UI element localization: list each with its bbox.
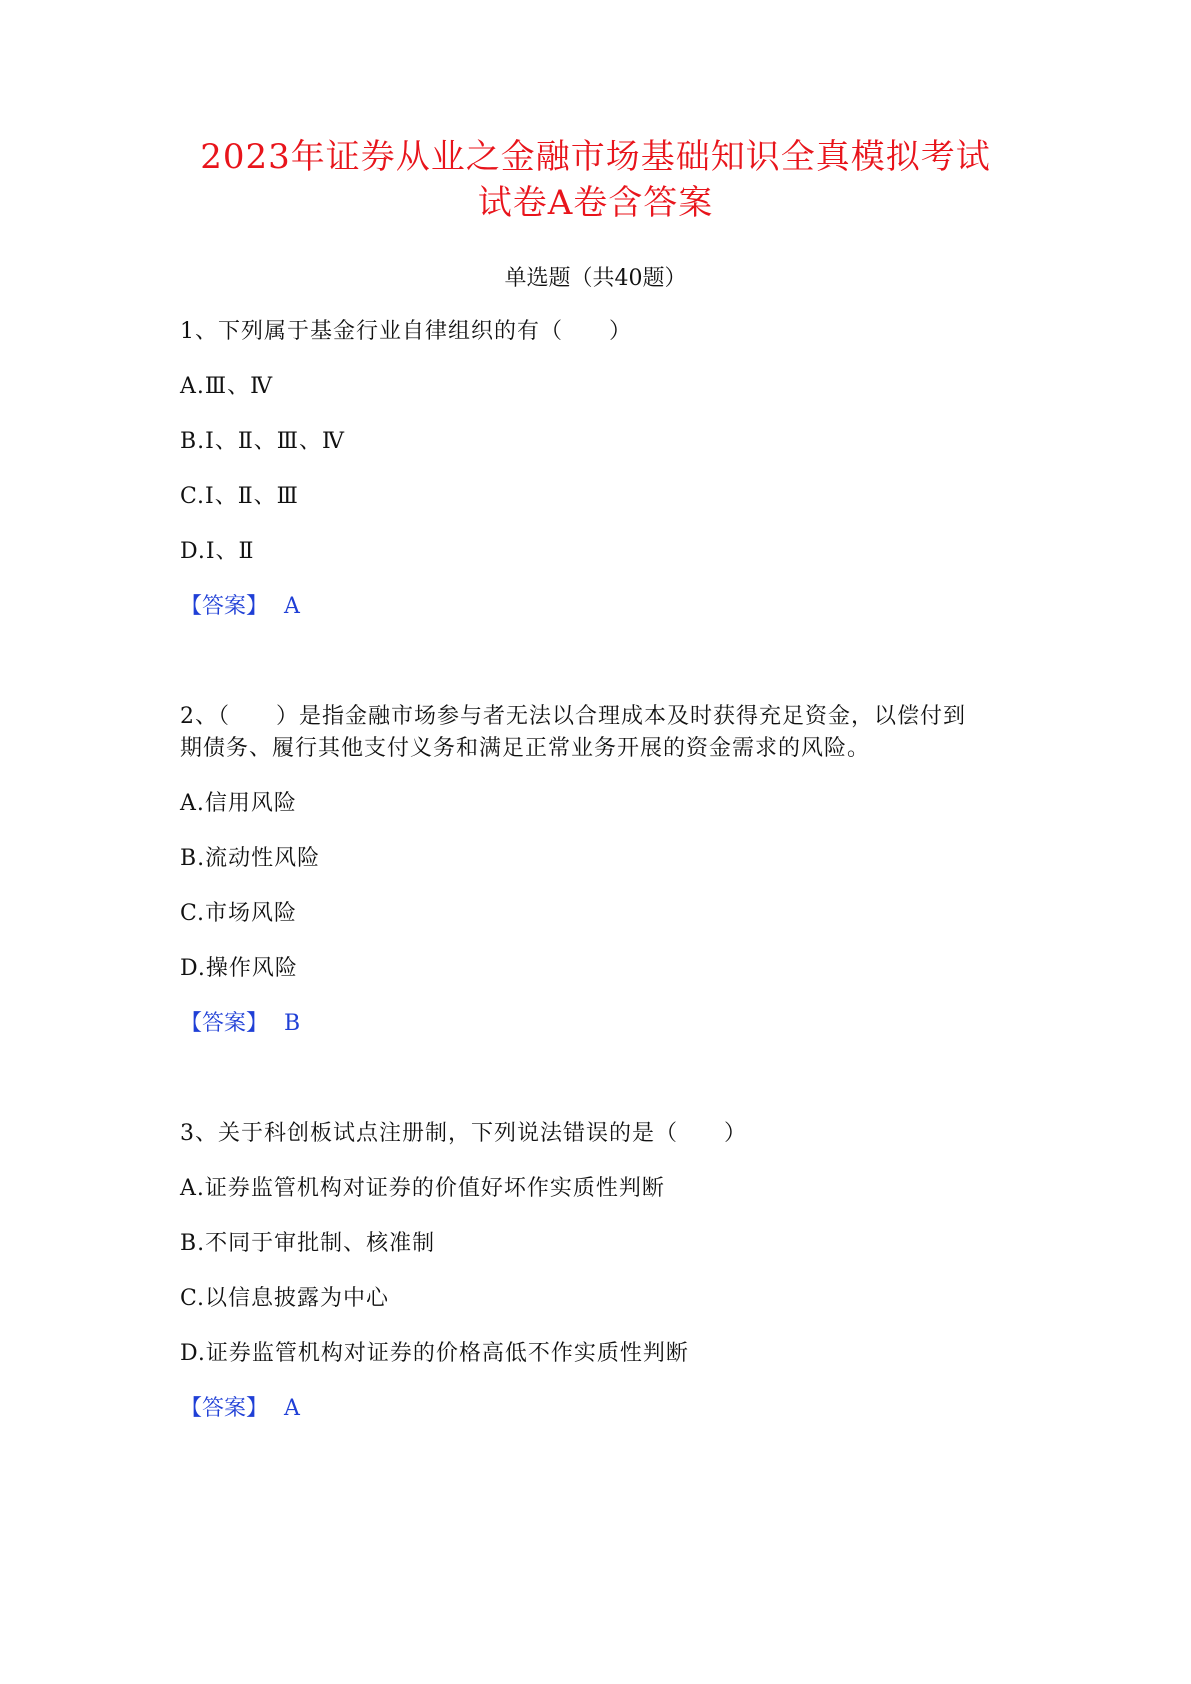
question-3-option-a: A.证券监管机构对证券的价值好坏作实质性判断: [180, 1176, 665, 1201]
question-2-option-a: A.信用风险: [180, 791, 297, 816]
question-2-option-c: C.市场风险: [180, 901, 298, 926]
question-3-option-b: B.不同于审批制、核准制: [180, 1231, 436, 1256]
answer-value: A: [284, 594, 300, 619]
question-3-answer: [180, 1393, 300, 1425]
question-1-option-d: D.Ⅰ、Ⅱ: [180, 539, 255, 564]
question-1-stem: 1、下列属于基金行业自律组织的有（ ）: [180, 319, 632, 344]
question-3-option-d: D.证券监管机构对证券的价格高低不作实质性判断: [180, 1341, 689, 1366]
answer-label: 【答案】: [180, 594, 269, 619]
question-2-option-d: D.操作风险: [180, 956, 298, 981]
document-title-line-1: 2023年证券从业之金融市场基础知识全真模拟考试: [200, 137, 991, 177]
question-3-stem: 3、关于科创板试点注册制，下列说法错误的是（ ）: [180, 1121, 747, 1146]
answer-value: B: [284, 1011, 301, 1036]
question-2-stem-line-2: 期债务、履行其他支付义务和满足正常业务开展的资金需求的风险。: [180, 736, 871, 761]
question-1-option-c: C.Ⅰ、Ⅱ、Ⅲ: [180, 484, 299, 509]
section-header: 单选题（共40题）: [504, 266, 687, 291]
question-1-answer: [180, 591, 300, 623]
document-title-line-2: 试卷A卷含答案: [477, 183, 714, 223]
question-2-option-b: B.流动性风险: [180, 846, 321, 871]
answer-label: 【答案】: [180, 1011, 269, 1036]
answer-label: 【答案】: [180, 1396, 269, 1421]
question-2-answer: [180, 1008, 300, 1040]
question-2-stem-line-1: 2、（ ）是指金融市场参与者无法以合理成本及时获得充足资金，以偿付到: [180, 704, 966, 729]
question-1-option-a: A.Ⅲ、Ⅳ: [180, 374, 274, 399]
question-1-option-b: B.Ⅰ、Ⅱ、Ⅲ、Ⅳ: [180, 429, 345, 454]
answer-value: A: [284, 1396, 300, 1421]
question-3-option-c: C.以信息披露为中心: [180, 1286, 390, 1311]
